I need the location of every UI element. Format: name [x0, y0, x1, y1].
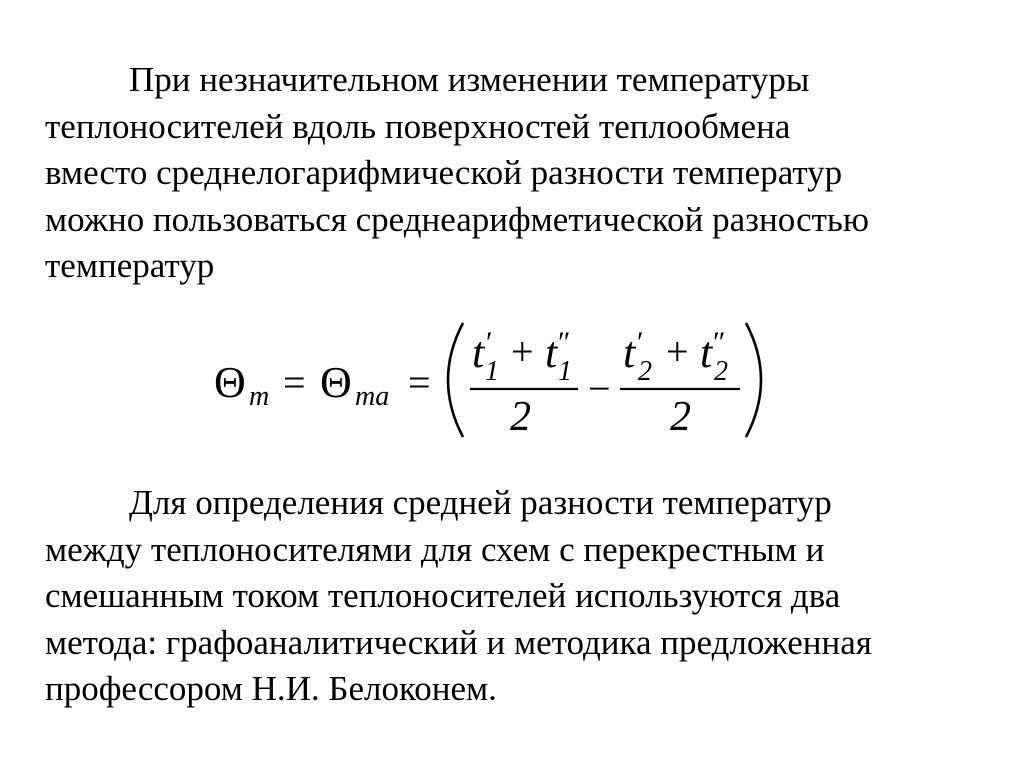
left-parenthesis	[448, 323, 463, 437]
prime-mark: ′	[637, 326, 644, 359]
subscript-m: m	[249, 381, 270, 412]
theta-symbol: Θ	[214, 358, 246, 407]
text-line: можно пользоваться среднеарифметической разностью	[45, 199, 870, 239]
text-line: метода: графоаналитический и методика предложенная	[45, 622, 872, 662]
equals-sign-1: =	[283, 360, 306, 405]
equals-sign-2: =	[408, 360, 431, 405]
paragraph-crossflow-methods	[45, 480, 995, 713]
index-1: 1	[558, 356, 572, 387]
t-symbol: t	[545, 328, 558, 377]
double-prime-mark: ″	[558, 326, 571, 359]
text-line: вместо среднелогарифмической разности температур	[45, 153, 843, 192]
text-line: При незначительном изменении температуры	[129, 60, 810, 99]
subscript-ma: ma	[355, 381, 390, 412]
minus-sign: −	[588, 366, 611, 411]
text-line: между теплоносителями для схем с перекрестным и	[45, 529, 825, 569]
denominator-1: 2	[510, 394, 531, 440]
theta-symbol: Θ	[320, 358, 352, 407]
text-line: температур	[45, 246, 215, 285]
text-line: теплоносителей вдоль поверхностей теплообмена	[45, 106, 791, 146]
t-symbol: t	[623, 328, 636, 377]
t-symbol: t	[700, 328, 713, 377]
double-prime-mark: ″	[713, 326, 726, 359]
text-line: смешанным током теплоносителей используются два	[45, 576, 841, 615]
text-line: профессором Н.И. Белоконем.	[45, 669, 497, 708]
plus-sign: +	[666, 329, 689, 374]
text-line: Для определения средней разности температур	[129, 483, 832, 522]
prime-mark: ′	[486, 326, 493, 359]
denominator-2: 2	[670, 394, 691, 440]
index-2: 2	[714, 356, 728, 387]
right-parenthesis	[746, 323, 761, 437]
t-symbol: t	[472, 328, 485, 377]
index-1: 1	[485, 356, 499, 387]
plus-sign: +	[511, 329, 534, 374]
index-2: 2	[638, 356, 652, 387]
